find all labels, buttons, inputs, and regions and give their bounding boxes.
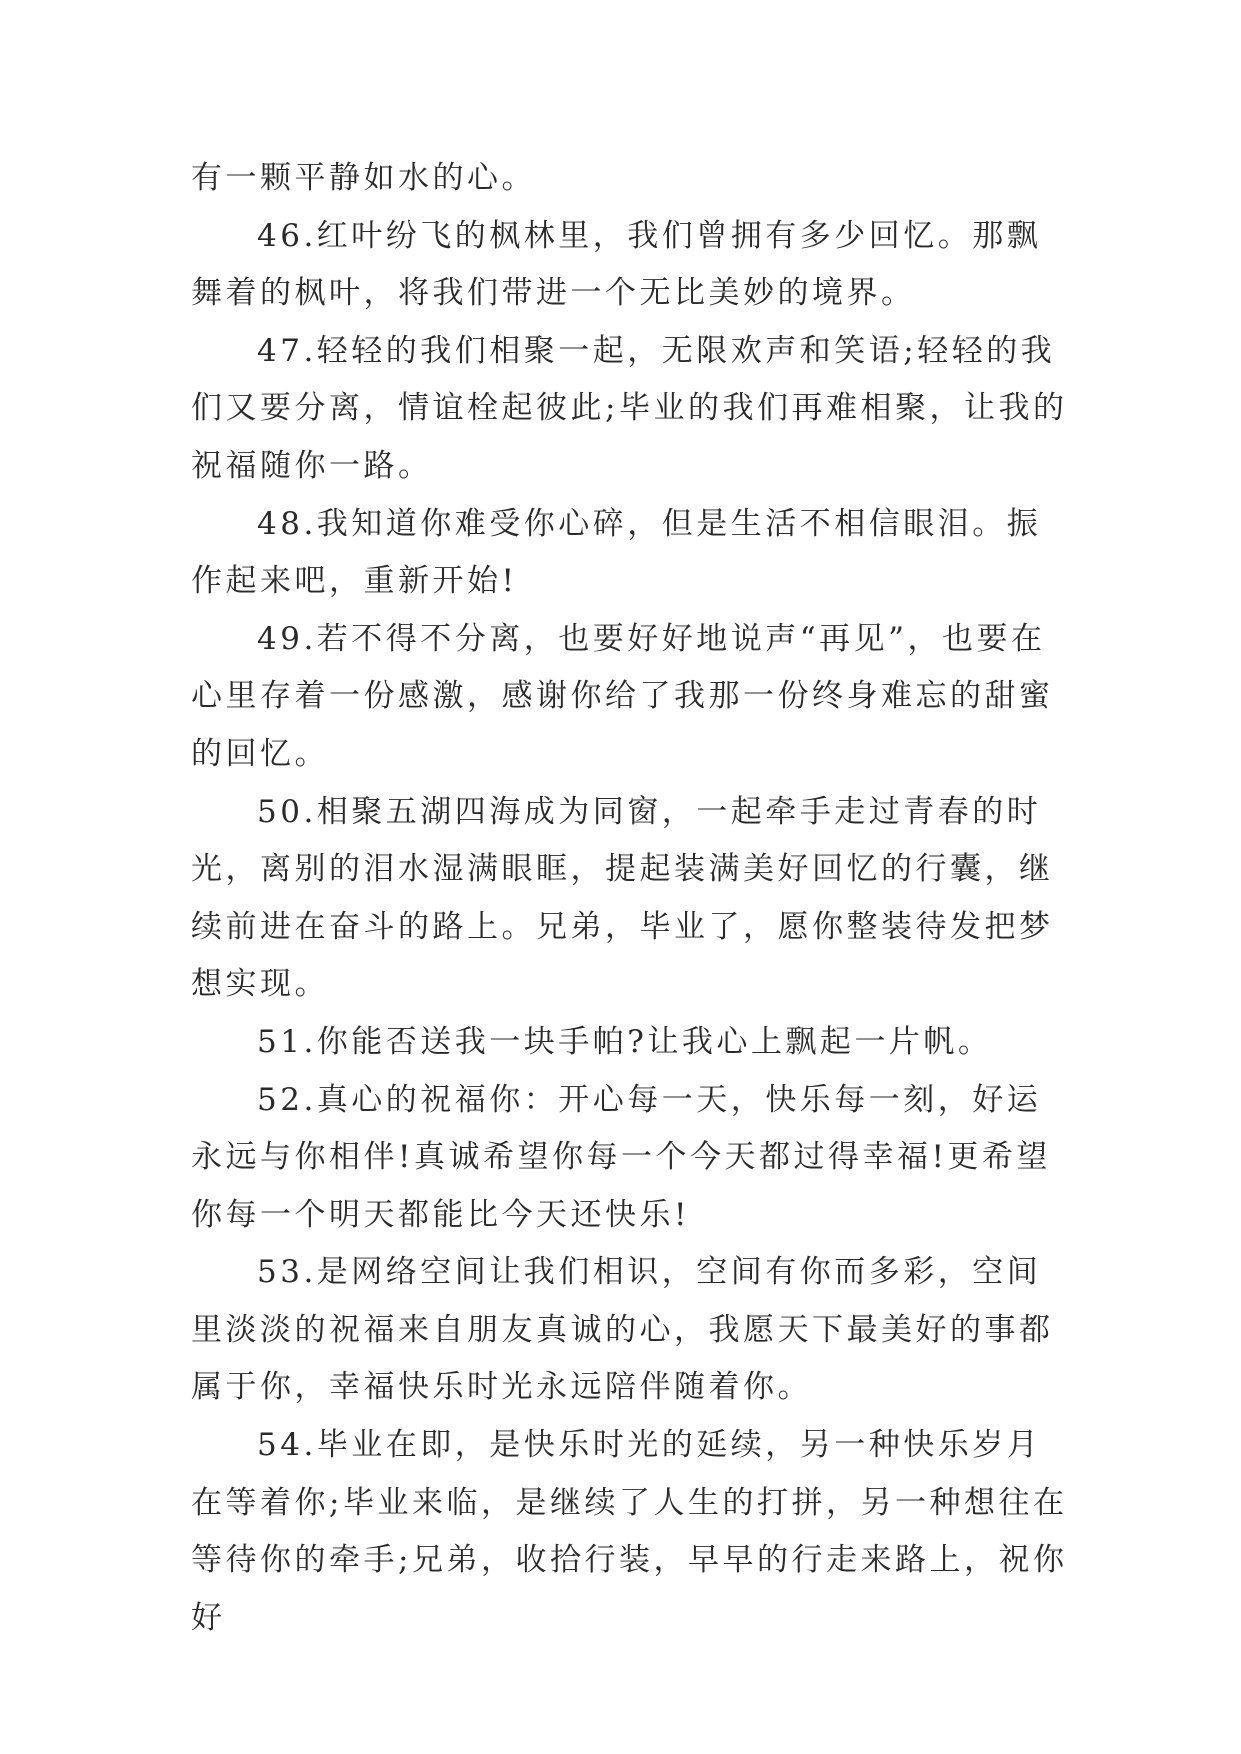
paragraph-47: 47.轻轻的我们相聚一起，无限欢声和笑语;轻轻的我们又要分离，情谊栓起彼此;毕业的我们再难相聚，让我的祝福随你一路。 (191, 332, 1068, 484)
document-body (191, 150, 1071, 1647)
paragraph-50: 50.相聚五湖四海成为同窗，一起牵手走过青春的时光，离别的泪水湿满眼眶，提起装满美好回忆的行囊，继续前进在奋斗的路上。兄弟，毕业了，愿你整装待发把梦想实现。 (191, 793, 1054, 1003)
paragraph-49: 49.若不得不分离，也要好好地说声“再见”，也要在心里存着一份感激，感谢你给了我那一份终身难忘的甜蜜的回忆。 (191, 620, 1054, 772)
paragraph-53: 53.是网络空间让我们相识，空间有你而多彩，空间里淡淡的祝福来自朋友真诚的心，我愿天下最美好的事都属于你，幸福快乐时光永远陪伴随着你。 (191, 1254, 1054, 1406)
paragraph-54: 54.毕业在即，是快乐时光的延续，另一种快乐岁月在等着你;毕业来临，是继续了人生的打拼，另一种想往在等待你的牵手;兄弟，收拾行装，早早的行走来路上，祝你好 (191, 1427, 1068, 1636)
paragraph-continuation: 有一颗平静如水的心。 (191, 160, 536, 196)
paragraph-48: 48.我知道你难受你心碎，但是生活不相信眼泪。振作起来吧，重新开始! (191, 505, 1042, 600)
paragraph-51: 51.你能否送我一块手帕?让我心上飘起一片帆。 (257, 1023, 993, 1060)
paragraph-52: 52.真心的祝福你：开心每一天，快乐每一刻，好运永远与你相伴!真诚希望你每一个今天都过得幸福!更希望你每一个明天都能比今天还快乐! (191, 1081, 1051, 1233)
paragraph-46: 46.红叶纷飞的枫林里，我们曾拥有多少回忆。那飘舞着的枫叶，将我们带进一个无比美妙的境界。 (191, 217, 1042, 312)
